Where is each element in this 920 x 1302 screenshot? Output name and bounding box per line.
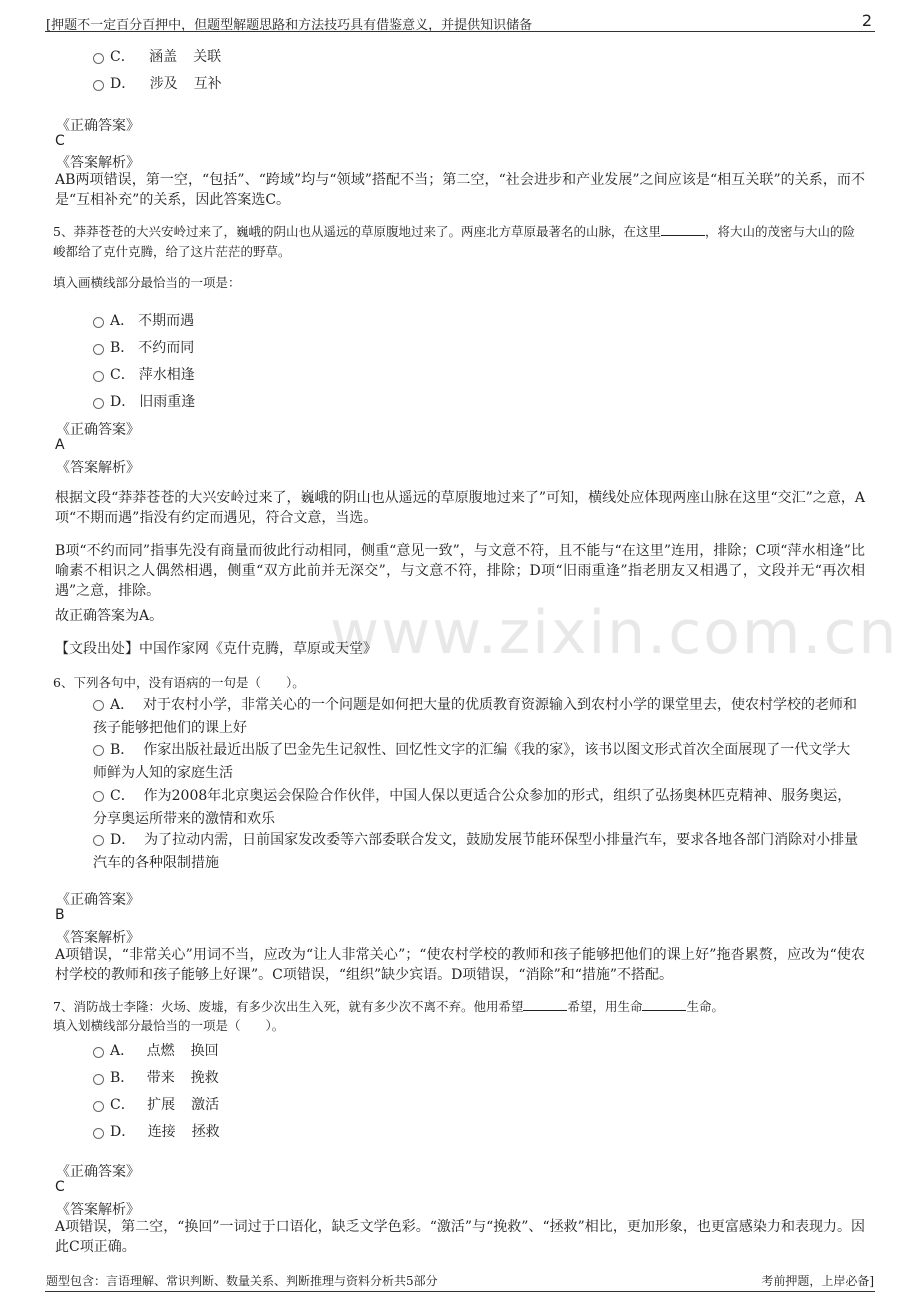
q7-prompt: 填入划横线部分最恰当的一项是（ ）。 bbox=[53, 1018, 285, 1033]
q7-answer: C bbox=[55, 1179, 65, 1195]
q4-option-c[interactable]: C． 涵盖 关联 bbox=[93, 46, 221, 66]
blank-line bbox=[661, 223, 705, 236]
q5-analysis-label: 《答案解析》 bbox=[56, 460, 140, 476]
radio-icon[interactable] bbox=[93, 700, 104, 711]
footer-divider bbox=[45, 1291, 875, 1292]
radio-icon[interactable] bbox=[93, 317, 104, 328]
q5-option-d[interactable]: D． 旧雨重逢 bbox=[93, 391, 195, 411]
q7-answer-label: 《正确答案》 bbox=[56, 1164, 140, 1180]
q5-stem: 5、莽莽苍苍的大兴安岭过来了，巍峨的阴山也从遥远的草原腹地过来了。两座北方草原最著名的山脉，在这里 ，将大山的茂密与大山的险峻都给了克什克腾，给了这片茫茫的野草。 bbox=[53, 224, 855, 259]
q4-analysis: AB两项错误，第一空，“包括”、“跨域”均与“领域”搭配不当；第二空，“社会进步和产业发展”之间应该是“相互关联”的关系，而不是“互相补充”的关系，因此答案选C。 bbox=[55, 172, 865, 208]
q7-option-b[interactable]: B． 带来 挽救 bbox=[93, 1067, 219, 1087]
q7-option-d[interactable]: D． 连接 拯救 bbox=[93, 1121, 220, 1141]
q7-stem: 7、消防战士李隆：火场、废墟，有多少次出生入死，就有多少次不离不弃。他用希望 希望，用生命 生命。 bbox=[53, 999, 724, 1014]
radio-icon[interactable] bbox=[93, 835, 104, 846]
q5-option-b[interactable]: B． 不约而同 bbox=[93, 337, 194, 357]
radio-icon[interactable] bbox=[93, 344, 104, 355]
radio-icon[interactable] bbox=[93, 745, 104, 756]
radio-icon[interactable] bbox=[93, 1074, 104, 1085]
header-divider bbox=[45, 31, 875, 32]
radio-icon[interactable] bbox=[93, 398, 104, 409]
q5-analysis-p1: 根据文段“莽莽苍苍的大兴安岭过来了，巍峨的阴山也从遥远的草原腹地过来了”可知，横线处应体现两座山脉在这里“交汇”之意，A项“不期而遇”指没有约定而遇见，符合文意，当选。 bbox=[55, 490, 865, 526]
radio-icon[interactable] bbox=[93, 371, 104, 382]
q6-stem: 6、下列各句中，没有语病的一句是（ ）。 bbox=[53, 675, 305, 690]
blank-line bbox=[523, 998, 567, 1011]
q6-analysis: A项错误，“非常关心”用词不当，应改为“让人非常关心”；“使农村学校的教师和孩子能够把他们的课上好”拖沓累赘，应改为“使农村学校的教师和孩子能够上好课”。C项错误，“组织”缺少宾语。D项错误，“消除”和“措施”不搭配。 bbox=[55, 947, 865, 983]
q6-option-d[interactable]: D． 为了拉动内需，日前国家发改委等六部委联合发文，鼓励发展节能环保型小排量汽车，要求各地各部门消除对小排量汽车的各种限制措施 bbox=[93, 832, 859, 871]
q6-answer-label: 《正确答案》 bbox=[56, 892, 140, 908]
q7-analysis-label: 《答案解析》 bbox=[56, 1202, 140, 1218]
q7-option-c[interactable]: C． 扩展 激活 bbox=[93, 1094, 219, 1114]
q6-option-a[interactable]: A． 对于农村小学，非常关心的一个问题是如何把大量的优质教育资源输入到农村小学的课堂里去，使农村学校的老师和孩子能够把他们的课上好 bbox=[93, 697, 858, 736]
radio-icon[interactable] bbox=[93, 53, 104, 64]
q5-answer: A bbox=[55, 437, 65, 453]
q5-option-a[interactable]: A． 不期而遇 bbox=[93, 310, 194, 330]
q6-option-c[interactable]: C． 作为2008年北京奥运会保险合作伙伴，中国人保以更适合公众参加的形式，组织了弘扬奥林匹克精神、服务奥运，分享奥运所带来的激情和欢乐 bbox=[93, 788, 852, 827]
q5-prompt: 填入画横线部分最恰当的一项是： bbox=[53, 275, 241, 290]
q6-analysis-label: 《答案解析》 bbox=[56, 930, 140, 946]
q7-option-a[interactable]: A． 点燃 换回 bbox=[93, 1040, 219, 1060]
q5-source: 【文段出处】中国作家网《克什克腾，草原或天堂》 bbox=[55, 641, 377, 657]
radio-icon[interactable] bbox=[93, 80, 104, 91]
q5-analysis-p3: 故正确答案为A。 bbox=[55, 608, 164, 624]
q5-answer-label: 《正确答案》 bbox=[56, 422, 140, 438]
q4-option-d[interactable]: D． 涉及 互补 bbox=[93, 73, 222, 93]
page-number: 2 bbox=[861, 11, 872, 30]
footer-left-text: 题型包含：言语理解、常识判断、数量关系、判断推理与资料分析共5部分 bbox=[46, 1274, 438, 1288]
q6-answer: B bbox=[55, 907, 65, 923]
q7-analysis: A项错误，第二空，“换回”一词过于口语化，缺乏文学色彩。“激活”与“挽救”、“拯救”相比，更加形象，也更富感染力和表现力。因此C项正确。 bbox=[55, 1219, 865, 1255]
q5-option-c[interactable]: C． 萍水相逢 bbox=[93, 364, 195, 384]
q4-answer: C bbox=[55, 133, 65, 149]
q4-analysis-label: 《答案解析》 bbox=[56, 155, 140, 171]
blank-line bbox=[642, 998, 686, 1011]
q6-option-b[interactable]: B． 作家出版社最近出版了巴金先生记叙性、回忆性文字的汇编《我的家》，该书以图文形式首次全面展现了一代文学大师鲜为人知的家庭生活 bbox=[93, 742, 851, 781]
radio-icon[interactable] bbox=[93, 791, 104, 802]
q4-answer-label: 《正确答案》 bbox=[56, 118, 140, 134]
watermark: www.zixin.com.cn bbox=[330, 598, 899, 668]
page-header-text: [押题不一定百分百押中，但题型解题思路和方法技巧具有借鉴意义，并提供知识储备 bbox=[46, 18, 533, 33]
radio-icon[interactable] bbox=[93, 1101, 104, 1112]
q5-analysis-p2: B项“不约而同”指事先没有商量而彼此行动相同，侧重“意见一致”，与文意不符，且不能与“在这里”连用，排除；C项“萍水相逢”比喻素不相识之人偶然相遇，侧重“双方此前并无深交”，与文意不符，排除；D项“旧雨重逢”指老朋友又相遇了，文段并无“再次相遇”之意，排除。 bbox=[55, 543, 865, 599]
radio-icon[interactable] bbox=[93, 1128, 104, 1139]
footer-right-text: 考前押题，上岸必备] bbox=[761, 1274, 874, 1288]
radio-icon[interactable] bbox=[93, 1047, 104, 1058]
